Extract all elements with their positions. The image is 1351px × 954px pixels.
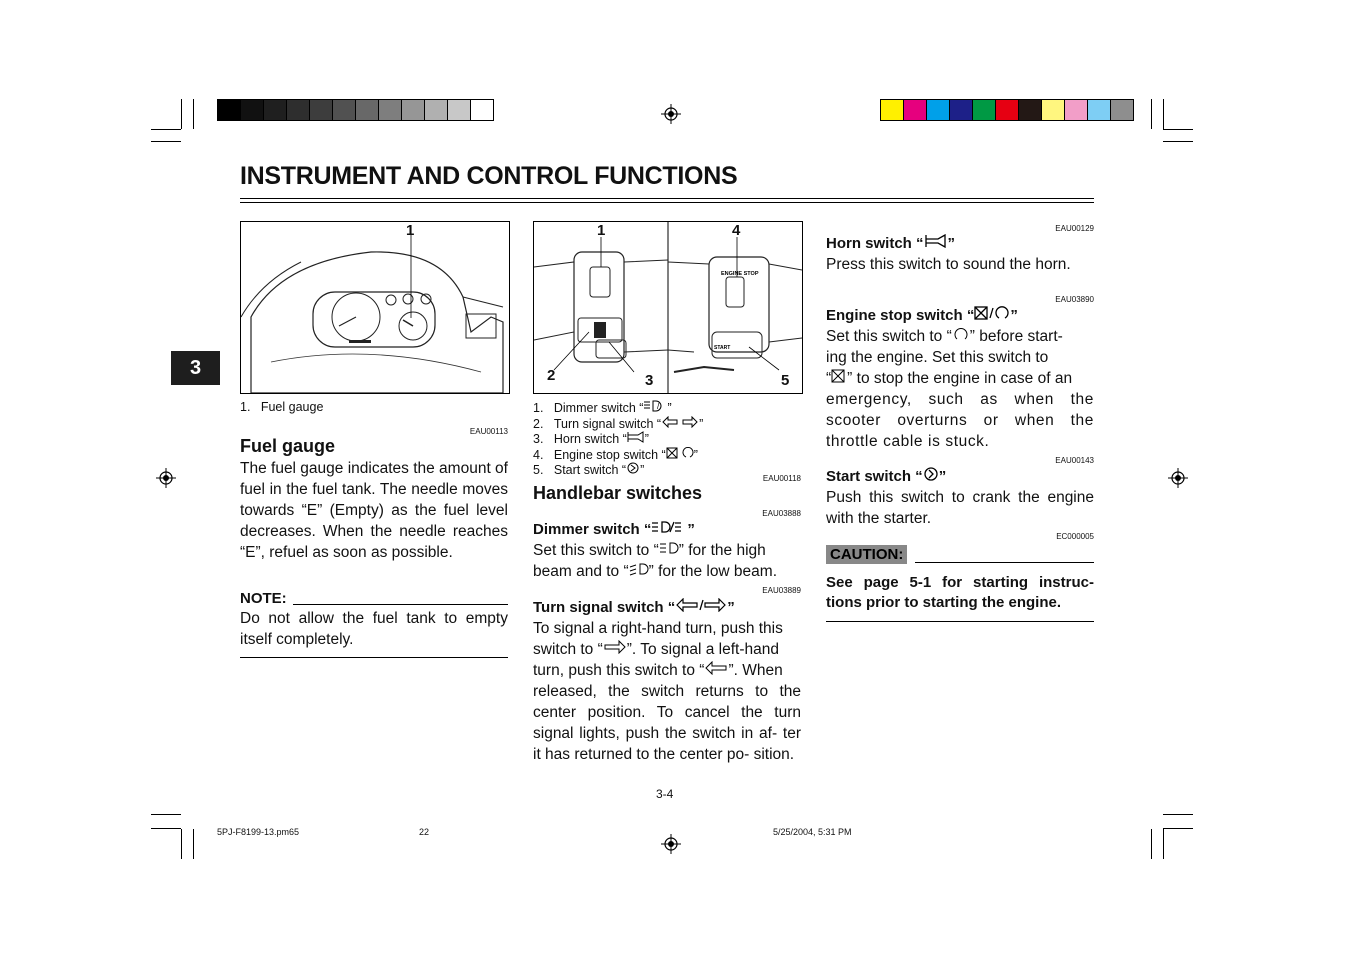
horn-body: Press this switch to sound the horn. — [826, 256, 1071, 273]
dimmer-high-low-icon — [643, 400, 667, 412]
color-swatch — [1042, 100, 1065, 120]
figure-caption: 1. Fuel gauge — [240, 400, 324, 414]
handlebar-switches-figure — [533, 221, 803, 394]
figure-caption-list — [533, 400, 801, 478]
right-arrow-icon — [603, 640, 627, 654]
color-swatch — [881, 100, 904, 120]
start-icon — [923, 467, 939, 481]
chapter-tab: 3 — [171, 351, 220, 385]
print-timestamp: 5/25/2004, 5:31 PM — [773, 827, 852, 837]
sheet-number: 22 — [419, 827, 430, 837]
page-number: 3-4 — [656, 787, 674, 801]
section-heading: Fuel gauge — [240, 436, 336, 456]
caution-header — [826, 545, 1094, 564]
section-code: EAU03888 — [762, 509, 801, 518]
horn-heading: Horn switch “ ” — [826, 235, 956, 252]
color-swatch — [1111, 100, 1133, 120]
gray-swatch — [356, 100, 379, 120]
registration-mark-icon — [661, 834, 681, 854]
turn-signal-body: To signal a right-hand turn, push this switch to “ ”. To signal a left-hand turn, push this switch to “ ”. When released, the switch returns to the center position. To cancel the turn signal lights, push the switch in af- ter it has returned to the center po- sition. — [533, 620, 801, 763]
callout-number: 5 — [781, 372, 790, 389]
caution-label: CAUTION: — [826, 545, 907, 564]
start-label: START — [714, 345, 731, 351]
caption-item-turn: 2. Turn signal switch “ ” — [533, 416, 704, 431]
turn-signal-arrows-icon — [661, 416, 699, 428]
horn-icon — [924, 234, 948, 248]
fuel-gauge-figure — [240, 221, 510, 394]
caution-text: See page 5-1 for starting instruc- tions prior to starting the engine. — [826, 574, 1094, 611]
dimmer-body: Set this switch to “ ” for the high beam and to “ ” for the low beam. — [533, 542, 778, 580]
dimmer-high-low-icon — [651, 520, 687, 534]
gray-swatch — [333, 100, 356, 120]
note-label: NOTE: — [240, 590, 287, 607]
high-beam-icon — [659, 541, 679, 555]
title-rule — [240, 202, 1094, 203]
color-swatch — [996, 100, 1019, 120]
process-color-bar — [880, 99, 1134, 121]
run-icon — [952, 327, 970, 341]
body-text: The fuel gauge indicates the amount of fuel in the fuel tank. The needle moves towards “E” (Empty) as the fuel level decreases. When the needle reaches “E”, refuel as soon as possible. — [240, 460, 508, 561]
section-code: EAU00129 — [1055, 224, 1094, 233]
color-swatch — [1019, 100, 1042, 120]
registration-mark-icon — [1168, 468, 1188, 488]
instrument-panel-illustration — [241, 222, 509, 393]
gray-swatch — [287, 100, 310, 120]
gray-swatch — [379, 100, 402, 120]
caption-item-engine-stop: 4. Engine stop switch “ ” — [533, 447, 698, 462]
color-swatch — [1065, 100, 1088, 120]
registration-mark-icon — [661, 104, 681, 124]
start-body: Push this switch to crank the engine with the starter. — [826, 489, 1094, 527]
turn-signal-arrows-icon — [675, 598, 727, 612]
caption-item-dimmer: 1. Dimmer switch “ / ” — [533, 401, 672, 415]
caption-item-start: 5. Start switch “ ” — [533, 463, 645, 477]
engine-stop-heading: Engine stop switch “ ” — [826, 307, 1018, 324]
callout-number: 3 — [645, 372, 654, 389]
color-swatch — [927, 100, 950, 120]
note-rule — [240, 657, 508, 658]
svg-text:/: / — [657, 402, 660, 411]
callout-number: 1 — [406, 222, 415, 239]
callout-number: 4 — [732, 222, 741, 239]
color-swatch — [904, 100, 927, 120]
section-code: EAU00118 — [762, 474, 801, 483]
dimmer-heading: Dimmer switch “ ” — [533, 521, 695, 538]
handlebar-switches-illustration — [534, 222, 802, 393]
title-rule — [240, 198, 1094, 199]
gray-swatch — [218, 100, 241, 120]
horn-icon — [627, 431, 645, 443]
gray-swatch — [471, 100, 493, 120]
engine-stop-icon — [666, 447, 694, 459]
stop-icon — [831, 369, 847, 383]
low-beam-icon — [629, 562, 649, 576]
color-swatch — [1088, 100, 1111, 120]
engine-stop-icon — [974, 306, 1010, 320]
callout-number: 2 — [547, 367, 556, 384]
callout-number: 1 — [597, 222, 606, 239]
section-code: EAU03889 — [762, 586, 801, 595]
registration-mark-icon — [156, 468, 176, 488]
section-code: EAU03890 — [1055, 295, 1094, 304]
section-code: EAU00143 — [1055, 456, 1094, 465]
gray-swatch — [425, 100, 448, 120]
section-heading: Handlebar switches — [533, 483, 703, 503]
caption-item-horn: 3. Horn switch “ ” — [533, 432, 649, 446]
start-icon — [626, 462, 640, 474]
page-title: INSTRUMENT AND CONTROL FUNCTIONS — [240, 162, 738, 190]
gray-swatch — [448, 100, 471, 120]
file-name: 5PJ-F8199-13.pm65 — [217, 827, 300, 837]
section-code: EAU00113 — [469, 427, 508, 436]
turn-signal-heading: Turn signal switch “ ” — [533, 599, 735, 616]
color-swatch — [950, 100, 973, 120]
note-text: Do not allow the fuel tank to empty itself completely. — [240, 610, 508, 648]
note-header — [240, 590, 508, 607]
caution-rule — [826, 621, 1094, 622]
gray-swatch — [241, 100, 264, 120]
color-swatch — [973, 100, 996, 120]
left-arrow-icon — [704, 661, 728, 675]
start-heading: Start switch “ ” — [826, 468, 947, 485]
gray-swatch — [264, 100, 287, 120]
gray-swatch — [402, 100, 425, 120]
gray-swatch — [310, 100, 333, 120]
engine-stop-label: ENGINE STOP — [721, 271, 759, 277]
section-code: EC000005 — [1056, 532, 1094, 541]
gray-color-bar — [217, 99, 494, 121]
engine-stop-body: Set this switch to “ ” before start- ing the engine. Set this switch to “ ” to stop the engine in case of an emergency, such as when the scooter overturns or when the throttle cable is stuck. — [826, 328, 1094, 450]
